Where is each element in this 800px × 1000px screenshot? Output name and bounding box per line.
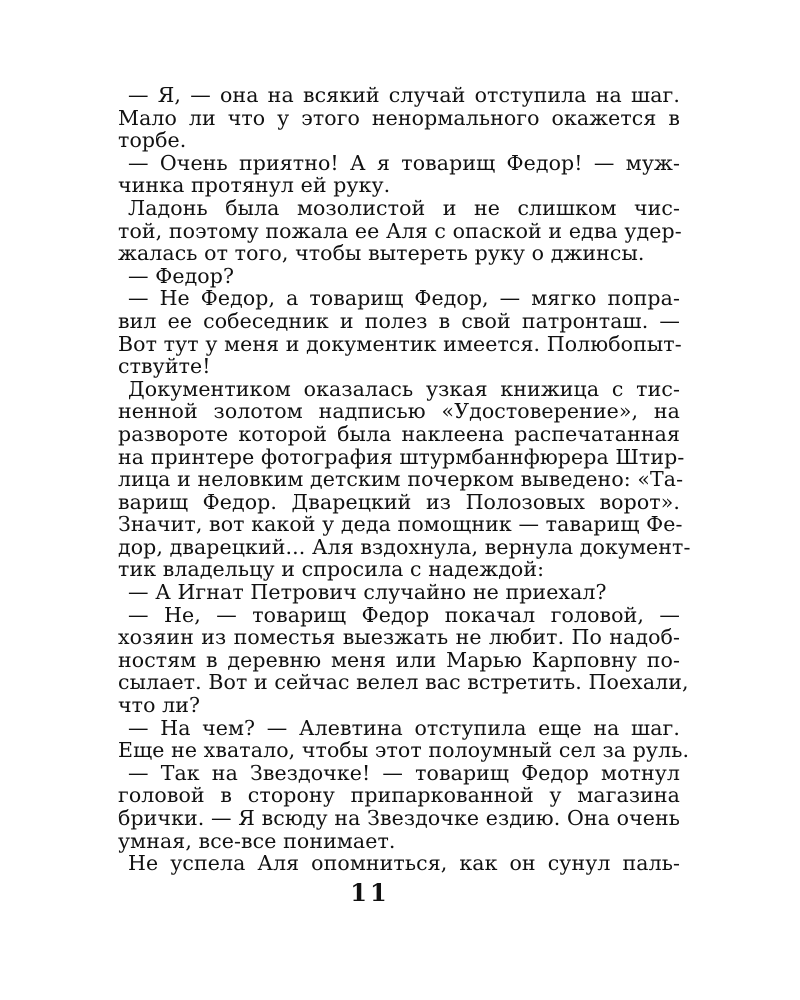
page-number: 11: [350, 878, 390, 907]
text-line: сылает. Вот и сейчас велел вас встретить. Поехали,: [118, 670, 689, 695]
text-line: что ли?: [118, 693, 201, 718]
text-line: лица и неловким детским почерком выведено: «Та-: [118, 467, 684, 492]
text-line: чинка протянул ей руку.: [118, 173, 391, 198]
text-line: ностям в деревню меня или Марью Карповну по-: [118, 647, 680, 672]
text-line: брички. — Я всюду на Звездочке ездию. Она очень: [118, 806, 680, 830]
text-line: Вот тут у меня и документик имеется. Полюбопыт-: [118, 331, 682, 356]
text-line: — Федор?: [128, 263, 235, 288]
text-line: дор, дварецкий... Аля вздохнула, вернула документ-: [118, 534, 691, 559]
text-line: той, поэтому пожала ее Аля с опаской и едва удер-: [118, 218, 682, 243]
text-line: Документиком оказалась узкая книжица с тис-: [128, 376, 680, 401]
text-line: Не успела Аля опомниться, как он сунул паль-: [128, 851, 680, 876]
text-line: — Я, — она на всякий случай отступила на шаг.: [128, 83, 680, 107]
text-line: — А Игнат Петрович случайно не приехал?: [128, 580, 607, 605]
text-line: головой в сторону припаркованной у магазина: [118, 783, 680, 808]
text-line: хозяин из поместья выезжать не любит. По надоб-: [118, 625, 680, 650]
text-line: — Не Федор, а товарищ Федор, — мягко попра-: [128, 286, 680, 311]
text-line: варищ Федор. Дварецкий из Полозовых ворот».: [118, 489, 680, 514]
text-line: — Так на Звездочке! — товарищ Федор мотнул: [128, 760, 680, 785]
text-line: ствуйте!: [118, 354, 211, 379]
text-line: — Не, — товарищ Федор покачал головой, —: [128, 602, 680, 627]
text-line: торбе.: [118, 128, 187, 153]
text-line: жалась от того, чтобы вытереть руку о джинсы.: [118, 241, 645, 266]
text-line: вил ее собеседник и полез в свой патронташ. —: [118, 308, 680, 333]
text-line: умная, все-все понимает.: [118, 828, 396, 853]
text-line: Значит, вот какой у деда помощник — таварищ Фе-: [118, 512, 683, 537]
text-line: на принтере фотография штурмбаннфюрера Штир-: [118, 444, 685, 469]
text-line: Ладонь была мозолистой и не слишком чис-: [128, 195, 680, 220]
body-text: [118, 83, 691, 876]
text-line: — Очень приятно! А я товарищ Федор! — муж-: [128, 150, 680, 175]
text-line: Мало ли что у этого ненормального окажется в: [118, 105, 680, 130]
text-line: развороте которой была наклеена распечатанная: [118, 421, 680, 446]
text-line: ненной золотом надписью «Удостоверение», на: [118, 399, 680, 424]
text-line: тик владельцу и спросила с надеждой:: [118, 557, 545, 582]
text-line: — На чем? — Алевтина отступила еще на шаг.: [128, 715, 680, 740]
text-line: Еще не хватало, чтобы этот полоумный сел за руль.: [118, 738, 690, 763]
